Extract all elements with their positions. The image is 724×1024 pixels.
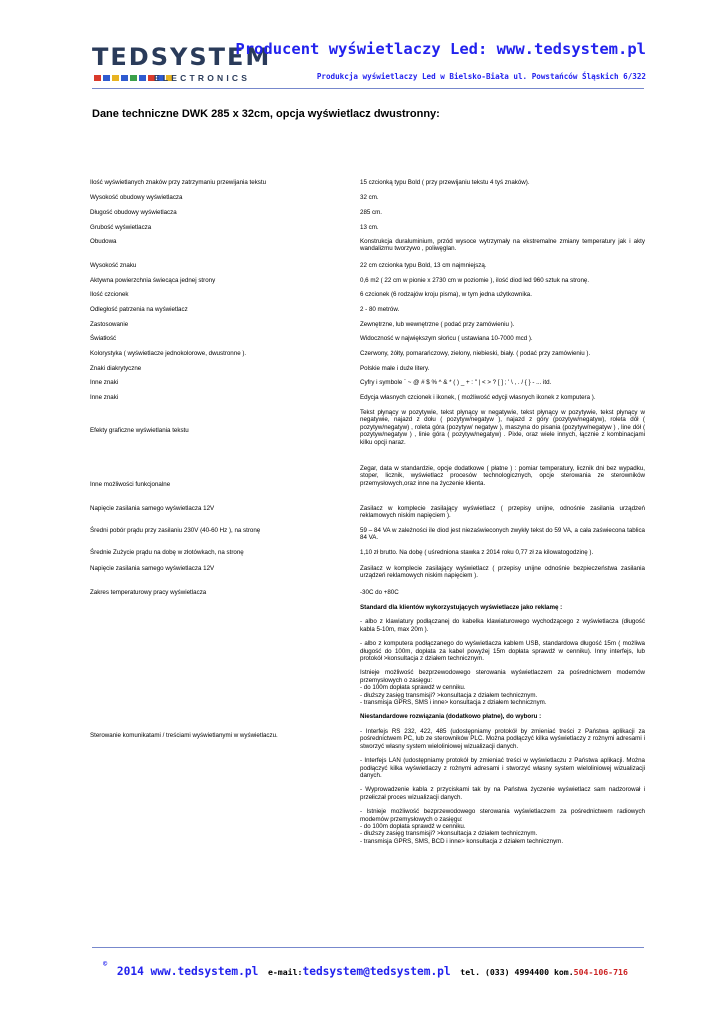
logo-wordmark: TEDSYSTEM [92,43,272,71]
spec-label: Ilość czcionek [90,291,129,298]
spec-value-paragraph: Zegar, data w standardzie, opcje dodatkowe ( płatne ) : pomiar temperatury, licznik dni bez wypadku, stoper, licznik, wyświetlacz procesów technologicznych, opcje sterowania ze sterowników przemysłowych,oraz inne na życzenie klienta. [360,465,645,487]
logo-subtitle: ELECTRONICS [154,73,251,83]
spec-value [360,604,645,852]
spec-value [360,321,645,335]
spec-value [360,379,645,393]
spec-label: Światłość [90,335,117,342]
spec-value-paragraph: - Interfejs LAN (udostępniamy protokół by zmieniać treści w wyświetlaczu z Państwa aplikacji. Można podłączyć kilka wyświetlaczy z rożnymi adresami i stworzyć własny system wieloliniowej wizualizacji danych. [360,757,645,779]
footer-email[interactable]: tedsystem@tedsystem.pl [302,965,451,978]
spec-value-paragraph: 6 czcionek (6 rodzajów kroju pisma), w tym jedna użytkownika. [360,291,532,298]
logo-bar [130,75,137,81]
spec-label: Inne możliwości funkcjonalne [90,481,171,488]
footer-mobile: 504-106-716 [573,967,628,977]
footer-divider [92,947,644,948]
spec-value [360,565,645,587]
spec-label: Zastosowanie [90,321,129,328]
spec-value [360,409,645,453]
spec-value-paragraph: - Istnieje możliwość bezprzewodowego sterowania wyświetlaczem za pośrednictwem radiowych modemów przemysłowych o zasięgu: - do 100m dopłata sprawdź w cenniku. - dłuższy zasięg transmisji? >konsultacja z działem technicznym. - transmisja GPRS, SMS, BCD i inne> konsultacja z działem technicznym. [360,808,645,845]
footer-phone: tel. (033) 4994400 kom. [460,967,574,977]
spec-label: Napięcie zasilania samego wyświetlacza 12V [90,505,215,512]
spec-label: Wysokość znaku [90,262,137,269]
spec-value [360,291,645,305]
spec-value-paragraph: 1,10 zł brutto. Na dobę ( uśredniona stawka z 2014 roku 0,77 zł za kilowatogodzinę ). [360,549,594,556]
spec-label: Aktywna powierzchnia świecąca jednej strony [90,277,216,284]
spec-label: Sterowanie komunikatami / treściami wyświetlanymi w wyświetlaczu. [90,732,278,739]
spec-label: Zakres temperaturowy pracy wyświetlacza [90,589,207,596]
footer-email-label: e-mail: [267,967,303,977]
header-address: Produkcja wyświetlaczy Led w Bielsko-Biała ul. Powstańców Śląskich 6/322 [316,72,646,81]
spec-value-paragraph: 32 cm. [360,194,379,201]
logo-bar [94,75,101,81]
spec-value-paragraph: 2 - 80 metrów. [360,306,400,313]
spec-value-paragraph: - Wyprowadzenie kabla z przyciskami tak by na Państwa życzenie wyświetlacz sam nadzorował i przełiczał proces wizualizacji danych. [360,786,645,801]
copyright-symbol: © [103,960,108,968]
footer-year-site: 2014 www.tedsystem.pl [116,965,259,978]
logo-bar [139,75,146,81]
spec-value-paragraph: Zasilacz w komplecie zasilający wyświetlacz ( przepisy unijne odnośnie bezpieczeństwa zasilania urządzeń reklamowych niskim napięciem ). [360,565,645,580]
spec-value [360,527,645,549]
spec-value-paragraph: Polskie małe i duże litery. [360,365,430,372]
spec-value-paragraph: Czerwony, żółty, pomarańczowy, zielony, niebieski, biały. ( podać przy zamówieniu ). [360,350,591,357]
spec-value-paragraph: Standard dla klientów wykorzystujących wyświetlacze jako reklamę : [360,604,563,611]
spec-label: Inne znaki [90,394,119,401]
spec-label: Grubość wyświetlacza [90,224,152,231]
spec-value-paragraph: - albo z klawiatury podłączanej do kabelka klawiaturowego wychodzącego z wyświetlacza (długość kabla 5-10m, max 20m ). [360,618,645,633]
document-title: Dane techniczne DWK 285 x 32cm, opcja wyświetlacz dwustronny: [92,108,440,120]
spec-value-paragraph: Konstrukcja duraluminium, przód wysoce wytrzymały na ekstremalne zmiany temperatury jak i akty wandalizmu tworzywo , poliwęglan. [360,238,645,253]
spec-value [360,549,645,563]
spec-value-paragraph: Tekst płynący w pozytywie, tekst płynący w negatywie, tekst płynący w pozytywie, tekst płynący w negatywie, najazd z dołu ( pozytyw/negatyw ), najazd z góry (pozytyw/negatyw), roleta dół ( pozytyw/negatyw) , roleta góra (pozytyw/ negatyw ), maszyna do pisania (pozytyw/negatyw ) , line dół ( pozytyw/negatyw ) , linie góra ( pozytyw/negatyw) . Pixle, oraz wiele innych, łącznie z kombinacjami kilku opcji naraz. [360,409,645,446]
spec-label: Długość obudowy wyświetlacza [90,209,177,216]
spec-value [360,209,645,223]
spec-value [360,365,645,379]
spec-label: Ilość wyświetlanych znaków przy zatrzymaniu przewijania tekstu [90,179,267,186]
footer [103,960,628,979]
spec-value [360,589,645,603]
spec-value-paragraph: 15 czcionką typu Bold ( przy przewijaniu tekstu 4 tyś znaków). [360,179,530,186]
spec-label: Efekty graficzne wyświetlania tekstu [90,427,189,434]
spec-value-paragraph: Zasilacz w komplecie zasilający wyświetlacz ( przepisy unijne, odnośnie zasilania urządzeń reklamowych niskim napięciem ). [360,505,645,520]
spec-value [360,306,645,320]
header-title: Producent wyświetlaczy Led: www.tedsystem.pl [235,40,646,58]
spec-label: Obudowa [90,238,117,245]
spec-label: Średni pobór prądu przy zasilaniu 230V (40-60 Hz ), na stronę [90,527,261,534]
spec-value [360,179,645,193]
spec-value-paragraph: Istnieje możliwość bezprzewodowego sterowania wyświetlaczem za pośrednictwem modemów przemysłowych o zasięgu: - do 100m dopłata sprawdź w cenniku. - dłuższy zasięg transmisji? >konsultacja z działem technicznym. - transmisja GPRS, SMS i inne> konsultacja z działem technicznym. [360,669,645,707]
logo-bar [103,75,110,81]
spec-value-paragraph: Niestandardowe rozwiązania (dodatkowo płatne), do wyboru : [360,713,542,721]
spec-value-paragraph: 285 cm. [360,209,383,216]
spec-value-paragraph: Edycja własnych czcionek i ikonek, ( możliwość edycji własnych ikonek z komputera ). [360,394,596,401]
spec-value-paragraph: - Interfejs RS 232, 422, 485 (udostępniamy protokół by zmieniać treści z Państwa aplikacji za pośrednictwem PC, lub ze sterowników PLC. Można podłączyć kilka wyświetlaczy z rożnymi adresami i stworzyć własny system wieloliniowej wizualizacji danych. [360,727,645,750]
spec-label: Odległość patrzenia na wyświetlacz [90,306,188,313]
spec-value [360,350,645,364]
spec-value [360,277,645,291]
logo-bar [112,75,119,81]
spec-value-paragraph: Zewnętrzne, lub wewnętrzne ( podać przy zamówieniu ). [360,321,515,328]
spec-value [360,224,645,238]
spec-value-paragraph: -30C do +80C [360,589,399,596]
spec-value [360,262,645,276]
spec-value [360,238,645,260]
spec-value [360,194,645,208]
spec-value-paragraph: Widoczność w największym słońcu ( ustawiana 10-7000 mcd ). [360,335,533,342]
logo-bar [121,75,128,81]
spec-value-paragraph: - albo z komputera podłączanego do wyświetlacza kablem USB, standardowa długość 15m ( możliwa długość do 100m, dopłata za kabel powyżej 15m dopłata sprawdź w cenniku). Inny interfejs, lub protokół >konsultacja z działem technicznym. [360,640,645,663]
spec-value [360,394,645,408]
spec-value [360,335,645,349]
spec-value-paragraph: 22 cm czcionka typu Bold, 13 cm najmniejszą. [360,262,487,269]
spec-value-paragraph: 0,6 m2 ( 22 cm w pionie x 2730 cm w poziomie ), ilość diod led 960 sztuk na stronę. [360,277,590,284]
spec-label: Inne znaki [90,379,119,386]
spec-label: Wysokość obudowy wyświetlacza [90,194,183,201]
spec-label: Znaki diakrytyczne [90,365,142,372]
header-divider [92,88,644,89]
spec-value-paragraph: Cyfry i symbole ` ~ @ # $ % ^ & * ( ) _ + : " | < > ? [ ] ; ' \ , . / { } - ... itd. [360,379,552,386]
spec-label: Średnie Zużycie prądu na dobę w złotówkach, na stronę [90,549,244,556]
spec-value [360,465,645,494]
spec-label: Napięcie zasilania samego wyświetlacza 12V [90,565,215,572]
spec-value [360,505,645,527]
spec-value-paragraph: 59 – 84 VA w zależności ile diod jest niezaświeconych zwykły tekst do 59 VA, a cała zaświecona tablica 84 VA. [360,527,645,542]
spec-value-paragraph: 13 cm. [360,224,379,231]
spec-label: Kolorystyka ( wyświetlacze jednokolorowe, dwustronne ). [90,350,247,357]
